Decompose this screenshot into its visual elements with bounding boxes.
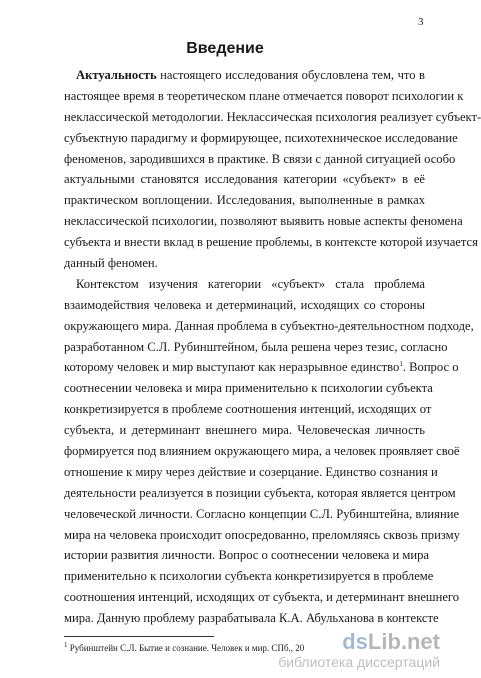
text-line: данный феномен.	[64, 256, 158, 271]
site-watermark	[278, 630, 440, 670]
footnote	[64, 642, 304, 654]
body-text	[64, 65, 481, 629]
text-line: субъекта и внести вклад в решение проблемы, в контексте которой изучается	[64, 235, 478, 250]
footnote-reference[interactable]: 1	[399, 360, 403, 369]
text-line-with-footnote	[64, 357, 459, 378]
text-line: практическом воплощении. Исследования, выполненные в рамках	[64, 193, 425, 208]
watermark-logo-prefix: ds	[342, 629, 368, 654]
text-line: человеческой личности. Согласно концепции С.Л. Рубинштейна, влияние	[64, 506, 460, 521]
watermark-logo	[278, 630, 440, 654]
text-line: соотношения интенций, исходящих от субъекта, и детерминант внешнего	[64, 590, 460, 605]
text-line: конкретизируется в проблеме соотношения интенций, исходящих от	[64, 402, 432, 417]
text-line: феноменов, зародившихся в практике. В связи с данной ситуацией особо	[64, 151, 456, 166]
footnote-mark: 1	[64, 641, 68, 649]
text-line: неклассической психологии, позволяют выявить новые аспекты феномена	[64, 214, 463, 229]
text-line: актуальными становятся исследования категории «субъект» в её	[64, 172, 425, 187]
section-title: Введение	[186, 40, 264, 57]
text-line: мира на человека происходит опосредованно, преломляясь сквозь призму	[64, 527, 460, 542]
watermark-logo-rest: Lib.net	[367, 629, 440, 654]
lead-term: Актуальность	[76, 68, 157, 82]
text-line: субъекта, и детерминант внешнего мира. Человеческая личность	[64, 423, 425, 438]
page-number: 3	[418, 16, 424, 28]
text-line: отношение к миру через действие и созерцание. Единство сознания и	[64, 464, 438, 479]
text-line: субъектную парадигму и формирующее, психотехническое исследование	[64, 130, 458, 145]
text-line: настоящего исследования обусловлена тем, что в	[160, 68, 425, 82]
footnote-text: Рубинштейн С.Л. Бытие и сознание. Человек и мир. СПб., 20	[69, 643, 305, 653]
text-line: окружающего мира. Данная проблема в субъектно-деятельностном подходе,	[64, 318, 474, 333]
text-line: формируется под влиянием окружающего мира, а человек проявляет своё	[64, 444, 460, 459]
text-line: настоящее время в теоретическом плане отмечается поворот психологии к	[64, 88, 464, 103]
text-line: неклассической методологии. Неклассическая психология реализует субъект-	[64, 109, 481, 124]
text-fragment: которому человек и мир выступают как неразрывное единство	[64, 360, 400, 375]
text-line: истории развития личности. Вопрос о соотнесении человека и мира	[64, 548, 429, 563]
text-line: соотнесении человека и мира применительно к психологии субъекта	[64, 381, 433, 396]
footnote-divider	[64, 636, 214, 637]
text-line: мира. Данную проблему разрабатывала К.А. Абульханова в контексте	[64, 611, 439, 626]
text-line: деятельности реализуется в позиции субъекта, которая является центром	[64, 485, 456, 500]
text-fragment: . Вопрос о	[402, 360, 459, 375]
text-line: взаимодействия человека и детерминаций, исходящих со стороны	[64, 297, 425, 312]
text-line: разработанном С.Л. Рубинштейном, была решена через тезис, согласно	[64, 339, 448, 354]
watermark-tagline: библиотека диссертаций	[278, 654, 440, 670]
text-line: Контекстом изучения категории «субъект» стала проблема	[76, 276, 425, 291]
text-line: применительно к психологии субъекта конкретизируется в проблеме	[64, 569, 434, 584]
paragraph-1-first-line	[64, 65, 425, 86]
